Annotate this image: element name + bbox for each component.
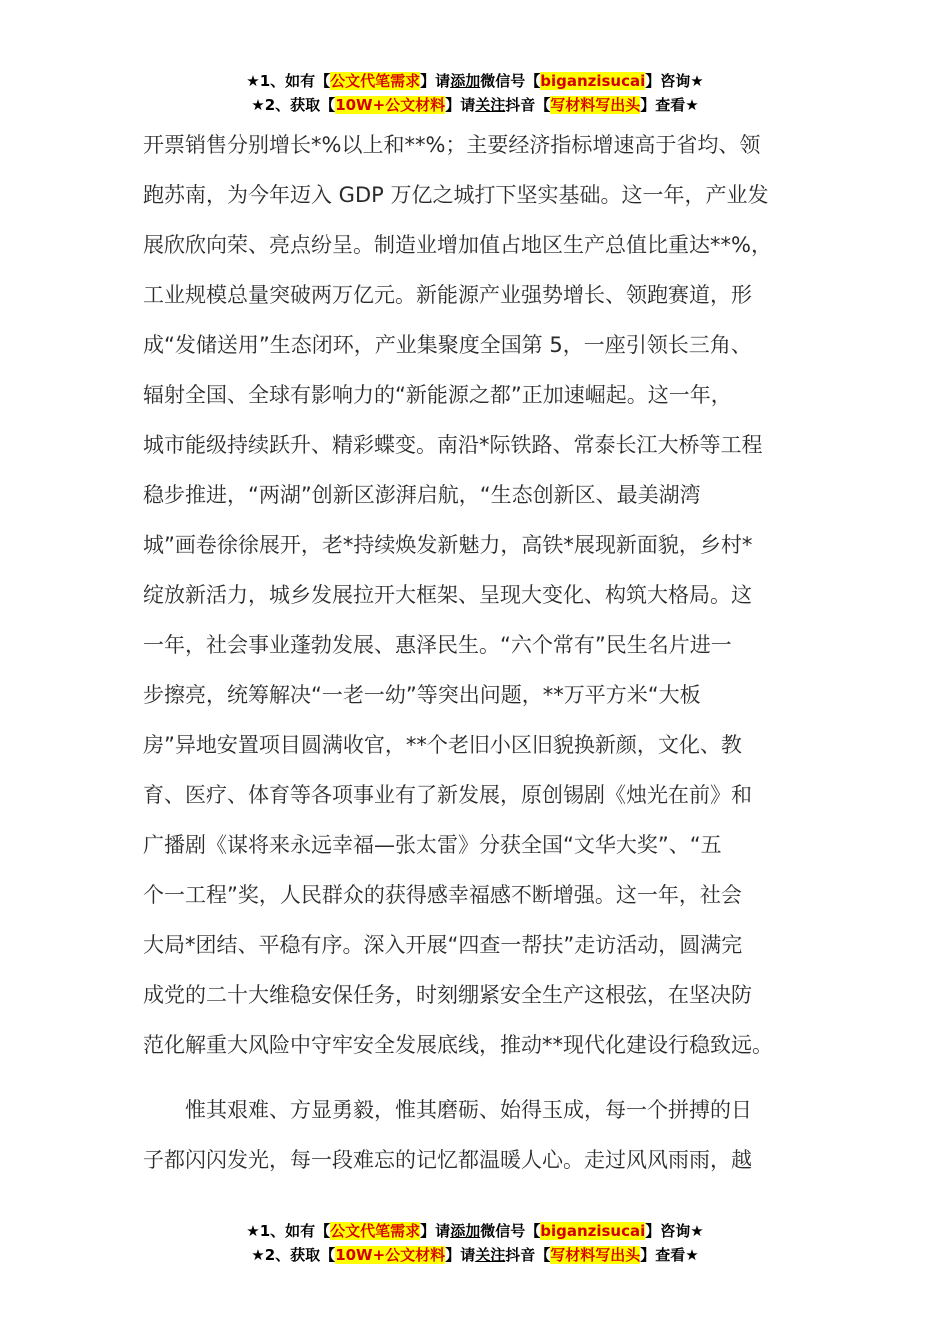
banner-text: ★1、如有【 (246, 1222, 331, 1240)
banner-line-2 (0, 1243, 950, 1267)
banner-text: 微信号【 (480, 1222, 541, 1240)
text-line: 开票销售分别增长*%以上和**%；主要经济指标增速高于省均、领 (143, 133, 761, 157)
banner-underline-text: 关注 (475, 96, 506, 114)
text-line: 广播剧《谋将来永远幸福—张太雷》分获全国“文华大奖”、“五 (143, 833, 722, 857)
banner-text: ★1、如有【 (246, 72, 331, 90)
text-line: 展欣欣向荣、亮点纷呈。制造业增加值占地区生产总值比重达**%， (143, 233, 772, 257)
text-line: 范化解重大风险中守牢安全发展底线，推动**现代化建设行稳致远。 (143, 1033, 773, 1057)
banner-line-2 (0, 93, 950, 117)
paragraph (143, 1085, 823, 1185)
banner-underline-text: 关注 (475, 1246, 506, 1264)
text-line: 惟其艰难、方显勇毅，惟其磨砺、始得玉成，每一个拼搏的日 (143, 1098, 752, 1122)
text-line: 成“发储送用”生态闭环，产业集聚度全国第 5，一座引领长三角、 (143, 333, 752, 357)
footer-banner (0, 1219, 950, 1267)
text-line: 个一工程”奖，人民群众的获得感幸福感不断增强。这一年，社会 (143, 883, 742, 907)
header-banner (0, 69, 950, 117)
text-line: 跑苏南，为今年迈入 GDP 万亿之城打下坚实基础。这一年，产业发 (143, 183, 769, 207)
banner-text: ★2、获取【 (251, 96, 336, 114)
banner-text: ★2、获取【 (251, 1246, 336, 1264)
text-line: 步擦亮，统筹解决“一老一幼”等突出问题，**万平方米“大板 (143, 683, 701, 707)
text-line: 育、医疗、体育等各项事业有了新发展，原创锡剧《烛光在前》和 (143, 783, 752, 807)
text-line: 工业规模总量突破两万亿元。新能源产业强势增长、领跑赛道，形 (143, 283, 752, 307)
banner-highlight: 公文代笔需求 (330, 1222, 421, 1240)
text-line: 稳步推进，“两湖”创新区澎湃启航，“生态创新区、最美湖湾 (143, 483, 701, 507)
banner-highlight: 10W+公文材料 (335, 96, 446, 114)
banner-text: 】查看★ (640, 1246, 699, 1264)
banner-line-1 (0, 69, 950, 93)
banner-text: 】请 (445, 1246, 476, 1264)
paragraph (143, 120, 823, 1070)
text-line: 房”异地安置项目圆满收官，**个老旧小区旧貌换新颜，文化、教 (143, 733, 742, 757)
banner-text: 】请 (420, 72, 451, 90)
banner-text: 微信号【 (480, 72, 541, 90)
banner-text: 】请 (445, 96, 476, 114)
banner-line-1 (0, 1219, 950, 1243)
text-line: 辐射全国、全球有影响力的“新能源之都”正加速崛起。这一年， (143, 383, 732, 407)
banner-highlight: 写材料写出头 (550, 96, 641, 114)
banner-text: 】查看★ (640, 96, 699, 114)
paragraph-spacer (143, 1070, 823, 1085)
banner-text: 抖音【 (505, 1246, 551, 1264)
document-body (143, 120, 823, 1185)
text-line: 成党的二十大维稳安保任务，时刻绷紧安全生产这根弦，在坚决防 (143, 983, 752, 1007)
banner-highlight: 公文代笔需求 (330, 72, 421, 90)
text-line: 子都闪闪发光，每一段难忘的记忆都温暖人心。走过风风雨雨，越 (143, 1148, 752, 1172)
text-line: 大局*团结、平稳有序。深入开展“四查一帮扶”走访活动，圆满完 (143, 933, 743, 957)
banner-highlight: biganzisucai (540, 1222, 646, 1240)
text-line: 绽放新活力，城乡发展拉开大框架、呈现大变化、构筑大格局。这 (143, 583, 752, 607)
banner-highlight: 写材料写出头 (550, 1246, 641, 1264)
text-line: 城市能级持续跃升、精彩蝶变。南沿*际铁路、常泰长江大桥等工程 (143, 433, 763, 457)
banner-underline-text: 添加 (450, 1222, 481, 1240)
banner-text: 抖音【 (505, 96, 551, 114)
banner-text: 】咨询★ (645, 72, 704, 90)
banner-underline-text: 添加 (450, 72, 481, 90)
banner-highlight: biganzisucai (540, 72, 646, 90)
banner-text: 】请 (420, 1222, 451, 1240)
banner-text: 】咨询★ (645, 1222, 704, 1240)
text-line: 一年，社会事业蓬勃发展、惠泽民生。“六个常有”民生名片进一 (143, 633, 732, 657)
banner-highlight: 10W+公文材料 (335, 1246, 446, 1264)
text-line: 城”画卷徐徐展开，老*持续焕发新魅力，高铁*展现新面貌，乡村* (143, 533, 753, 557)
